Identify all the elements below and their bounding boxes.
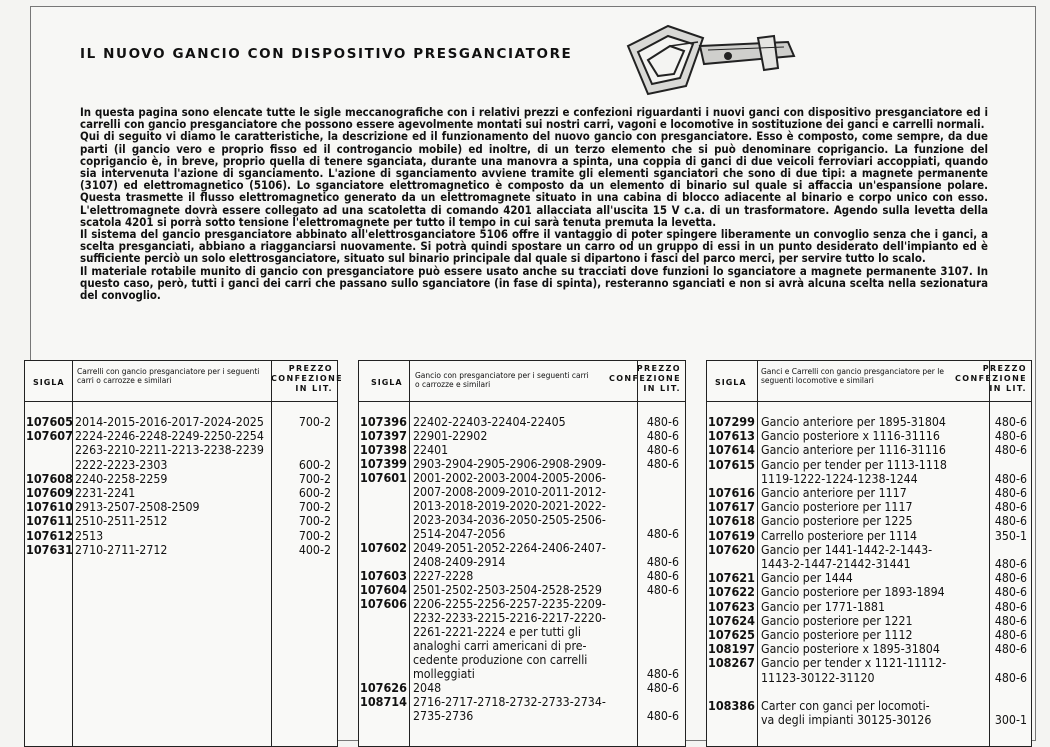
row-price: 480-6 [646,415,679,429]
table-row [25,514,337,528]
row-price: 480-6 [994,557,1027,571]
table-row [359,429,685,443]
table-row [359,625,685,639]
sigla-code: 107397 [360,428,407,443]
row-description: Gancio posteriore per 1117 [761,500,913,515]
table-row [25,429,337,443]
row-description: Gancio posteriore x 1895-31804 [761,642,940,657]
sigla-code: 107603 [360,568,407,583]
table-row [707,600,1031,614]
row-price: 480-6 [994,571,1027,586]
row-description: Gancio per 1441-1442-2-1443- [761,542,933,557]
sigla-code: 107601 [360,470,407,485]
row-price: 480-6 [646,681,679,695]
coupler-illustration [608,16,818,104]
table-row [359,639,685,653]
intro-paragraph: In questa pagina sono elencate tutte le sigle meccanografiche con i relativi prezzi e confezioni riguardanti i nuovi ganci con dispositivo presganciatore ed i carrelli con gancio presganciatore che possono essere agevolmente montati sui nostri carri, vagoni e locomotive in sostituzione dei ganci e carrelli normali. [80,105,988,132]
sigla-code: 108386 [708,698,755,713]
row-price: 480-6 [994,443,1027,458]
sigla-header: SIGLA [371,378,403,387]
row-description: 11123-30122-31120 [761,670,875,685]
row-price: 350-1 [994,528,1027,543]
table-row [25,543,337,557]
row-price: 700-2 [298,528,331,543]
row-description: Gancio posteriore per 1893-1894 [761,585,945,600]
sigla-code: 107399 [360,456,407,471]
table-row [707,671,1031,685]
table-row [707,642,1031,656]
sigla-header: SIGLA [33,378,65,387]
table-header [707,361,1031,402]
sigla-code: 107622 [708,584,755,600]
table-row [707,472,1031,486]
row-price: 480-6 [994,642,1027,657]
row-description: 2513 [75,528,104,543]
page-title: IL NUOVO GANCIO CON DISPOSITIVO PRESGANCIATORE [80,46,573,62]
sigla-code: 107609 [26,485,73,500]
table-row [359,527,685,541]
table-row [707,543,1031,557]
sigla-code: 107398 [360,442,407,457]
row-price: 480-6 [646,569,679,583]
table-row [707,585,1031,599]
row-price: 480-6 [994,500,1027,515]
table-row [707,685,1031,699]
table-row [707,713,1031,727]
sigla-code: 107611 [26,513,73,529]
price-header: PREZZO CONFEZIONE IN LIT. [608,364,681,393]
row-price: 480-6 [994,613,1027,628]
row-description: 2206-2255-2256-2257-2235-2209- [413,597,606,611]
row-price: 480-6 [646,457,679,471]
row-description: Gancio anteriore per 1116-31116 [761,443,946,458]
row-description: Gancio anteriore per 1895-31804 [761,415,946,429]
table-row [359,457,685,471]
row-price: 480-6 [994,415,1027,429]
row-description: 2231-2241 [75,486,136,500]
sigla-code: 107613 [708,428,755,444]
row-price: 480-6 [994,670,1027,685]
row-description: Gancio per tender x 1121-11112- [761,656,947,671]
table-row [707,614,1031,628]
table-row [359,611,685,625]
table-row [707,529,1031,543]
row-description: Gancio anteriore per 1117 [761,486,907,500]
table-row [707,656,1031,670]
row-description: 2013-2018-2019-2020-2021-2022- [413,499,606,513]
row-description: 2716-2717-2718-2732-2733-2734- [413,695,606,709]
row-price: 480-6 [646,429,679,443]
row-price: 600-2 [298,457,331,472]
sigla-code: 107625 [708,627,755,642]
table-row [25,415,337,429]
row-price: 480-6 [646,709,679,723]
sigla-code: 107299 [708,414,755,429]
row-description: 22901-22902 [413,429,488,443]
sigla-header: SIGLA [715,378,747,387]
price-header: PREZZO CONFEZIONE IN LIT. [955,364,1028,393]
sigla-code: 107624 [708,612,755,628]
sigla-code: 107614 [708,442,755,458]
table-row [359,709,685,723]
table-row [359,541,685,555]
row-price: 480-6 [994,486,1027,500]
row-description: 2049-2051-2052-2264-2406-2407- [413,541,606,555]
row-price: 480-6 [994,585,1027,600]
description-header: Ganci e Carrelli con gancio presganciatore per le seguenti locomotive e similari [761,367,944,385]
row-description: 2710-2711-2712 [75,542,168,557]
table-row [359,471,685,485]
table-row [359,569,685,583]
row-price: 480-6 [646,583,679,597]
row-description: cedente produzione con carrelli [413,653,588,667]
sigla-code: 107631 [26,541,73,557]
row-price: 480-6 [646,527,679,541]
row-price: 480-6 [646,443,679,457]
sigla-code: 107626 [360,680,407,695]
table-row [359,653,685,667]
table-row [359,667,685,681]
table-row [359,499,685,513]
table-row [25,486,337,500]
row-description: 22401 [413,443,449,457]
table-row [707,571,1031,585]
row-description: Gancio per tender per 1113-1118 [761,457,947,472]
sigla-code: 107620 [708,541,755,557]
row-price: 700-2 [298,415,331,429]
table-row [707,443,1031,457]
row-description: Gancio per 1771-1881 [761,599,885,614]
row-description: 2263-2210-2211-2213-2238-2239 [75,443,264,458]
row-description: Gancio posteriore per 1112 [761,628,913,642]
table-row [359,555,685,569]
row-price: 480-6 [994,628,1027,642]
table-row [25,443,337,457]
row-price: 480-6 [994,514,1027,529]
intro-paragraph: Qui di seguito vi diamo le caratteristiche, la descrizione ed il funzionamento del nuovo gancio con presganciatore. Esso è composto, come sempre, da due parti (il gancio vero e proprio fisso ed il controgancio mobile) ed inoltre, di un terzo elemento che si può denominare coprigancio. La funzione del coprigancio è, in breve, proprio quella di tenere sganciata, durante una manovra a spinta, una coppia di ganci di due veicoli ferroviari accoppiati, quando sia intervenuta l'azione di sganciamento. L'azione di sganciamento avviene tramite gli elementi sganciatori che sono di due tipi: a magnete permanente (3107) ed elettromagnetico (5106). Lo sganciatore elettromagnetico è composto da un elemento di binario sul quale si affaccia un'espansione polare. Questa trasmette il flusso elettromagnetico generato da un elettromagnete situato in una cabina di blocco adiacente al binario e corpo unico con esso. L'elettromagnete dovrà essere collegato ad una scatoletta di comando 4201 allacciata all'uscita 15 V c.a. di un trasformatore. Agendo sulla levetta della scatola 4201 si porrà sotto tensione l'elettromagnete per tutto il tempo in cui sarà tenuta premuta la levetta. [80,129,988,229]
sigla-code: 107621 [708,570,755,586]
row-description: 2048 [413,681,442,695]
table-ganci-locomotive [706,360,1032,747]
sigla-code: 107619 [708,527,755,543]
table-row [25,458,337,472]
row-price: 480-6 [994,599,1027,614]
table-row [707,486,1031,500]
row-description: Carrello posteriore per 1114 [761,528,918,543]
row-description: 2227-2228 [413,569,474,583]
table-row [359,513,685,527]
row-description: 2735-2736 [413,709,474,723]
table-row [707,557,1031,571]
row-description: 2222-2223-2303 [75,457,168,472]
row-description: Carter con ganci per locomoti- [761,699,930,713]
row-price: 400-2 [298,542,331,557]
row-description: 1443-2-1447-21442-31441 [761,557,911,571]
table-row [707,628,1031,642]
row-description: 2007-2008-2009-2010-2011-2012- [413,485,606,499]
row-price: 480-6 [646,555,679,569]
sigla-code: 107616 [708,485,755,500]
sigla-code: 107612 [26,527,73,543]
intro-paragraph: Il materiale rotabile munito di gancio con presganciatore può essere usato anche su tracciati dove funzioni lo sganciatore a magnete permanente 3107. In questo caso, però, tutti i ganci dei carri che passano sullo sganciatore (in fase di spinta), resteranno sganciati e non si avrà alcuna scelta nella sezionatura del convoglio. [80,263,988,303]
row-description: 2224-2246-2248-2249-2250-2254 [75,429,264,444]
row-description: Gancio posteriore per 1225 [761,514,913,529]
row-price: 480-6 [646,667,679,681]
table-row [707,500,1031,514]
intro-text [80,106,988,301]
row-description: va degli impianti 30125-30126 [761,713,932,728]
row-description: 2001-2002-2003-2004-2005-2006- [413,471,606,485]
table-row [25,472,337,486]
row-price: 300-1 [994,713,1027,728]
table-row [359,695,685,709]
sigla-code: 107623 [708,598,755,614]
table-row [359,415,685,429]
table-row [359,485,685,499]
row-description: 2232-2233-2215-2216-2217-2220- [413,611,606,625]
sigla-code: 107608 [26,470,73,486]
row-description: 2913-2507-2508-2509 [75,500,200,515]
sigla-code: 107604 [360,582,407,597]
table-ganci-carri [358,360,686,747]
sigla-code: 107606 [360,596,407,611]
table-row [707,458,1031,472]
row-description: 2023-2034-2036-2050-2505-2506- [413,513,606,527]
row-description: 2261-2221-2224 e per tutti gli [413,625,581,639]
table-row [359,443,685,457]
table-row [25,500,337,514]
sigla-code: 107605 [26,414,73,429]
table-row [707,429,1031,443]
description-header: Carrelli con gancio presganciatore per i seguenti carri o carrozze e similari [77,367,260,385]
sigla-code: 108714 [360,694,407,709]
table-row [707,514,1031,528]
table-row [359,681,685,695]
row-description: analoghi carri americani di pre- [413,639,587,653]
row-description: 22402-22403-22404-22405 [413,415,566,429]
price-header: PREZZO CONFEZIONE IN LIT. [271,364,344,393]
sigla-code: 107396 [360,414,407,429]
sigla-code: 107615 [708,456,755,472]
row-price: 600-2 [298,486,331,500]
sigla-code: 107607 [26,428,73,444]
row-description: 2408-2409-2914 [413,555,506,569]
row-description: molleggiati [413,667,475,681]
intro-paragraph: Il sistema del gancio presganciatore abbinato all'elettrosganciatore 5106 offre il vantaggio di poter spingere liberamente un convoglio senza che i ganci, a scelta presganciati, abbiano a riagganciarsi nuovamente. Si potrà quindi spostare un carro od un gruppo di essi in un punto desiderato dell'impianto ed è sufficiente perciò un solo elettrosganciatore, situato sul binario principale dal quale si dipartono i fasci del parco merci, per servire tutto lo scalo. [80,227,988,266]
row-description: 2514-2047-2056 [413,527,506,541]
sigla-code: 107617 [708,499,755,515]
row-description: 2240-2258-2259 [75,471,168,486]
sigla-code: 107610 [26,499,73,515]
sigla-code: 108267 [708,655,755,671]
row-description: Gancio per 1444 [761,571,853,586]
table-row [25,529,337,543]
description-header: Gancio con presganciatore per i seguenti carri o carrozze e similari [415,371,589,389]
table-row [359,597,685,611]
row-description: 2903-2904-2905-2906-2908-2909- [413,457,606,471]
row-description: Gancio posteriore per 1221 [761,613,913,628]
table-row [707,415,1031,429]
row-price: 700-2 [298,514,331,529]
row-price: 480-6 [994,471,1027,486]
sigla-code: 107602 [360,540,407,555]
row-description: Gancio posteriore x 1116-31116 [761,429,940,444]
row-description: 1119-1222-1224-1238-1244 [761,471,918,486]
sigla-code: 107618 [708,513,755,529]
row-price: 700-2 [298,500,331,515]
row-description: 2510-2511-2512 [75,514,168,529]
table-row [359,583,685,597]
sigla-code: 108197 [708,641,755,657]
table-carrelli-carri [24,360,344,747]
row-description: 2501-2502-2503-2504-2528-2529 [413,583,602,597]
row-price: 700-2 [298,471,331,486]
table-row [707,699,1031,713]
row-price: 480-6 [994,429,1027,444]
row-description: 2014-2015-2016-2017-2024-2025 [75,415,264,429]
